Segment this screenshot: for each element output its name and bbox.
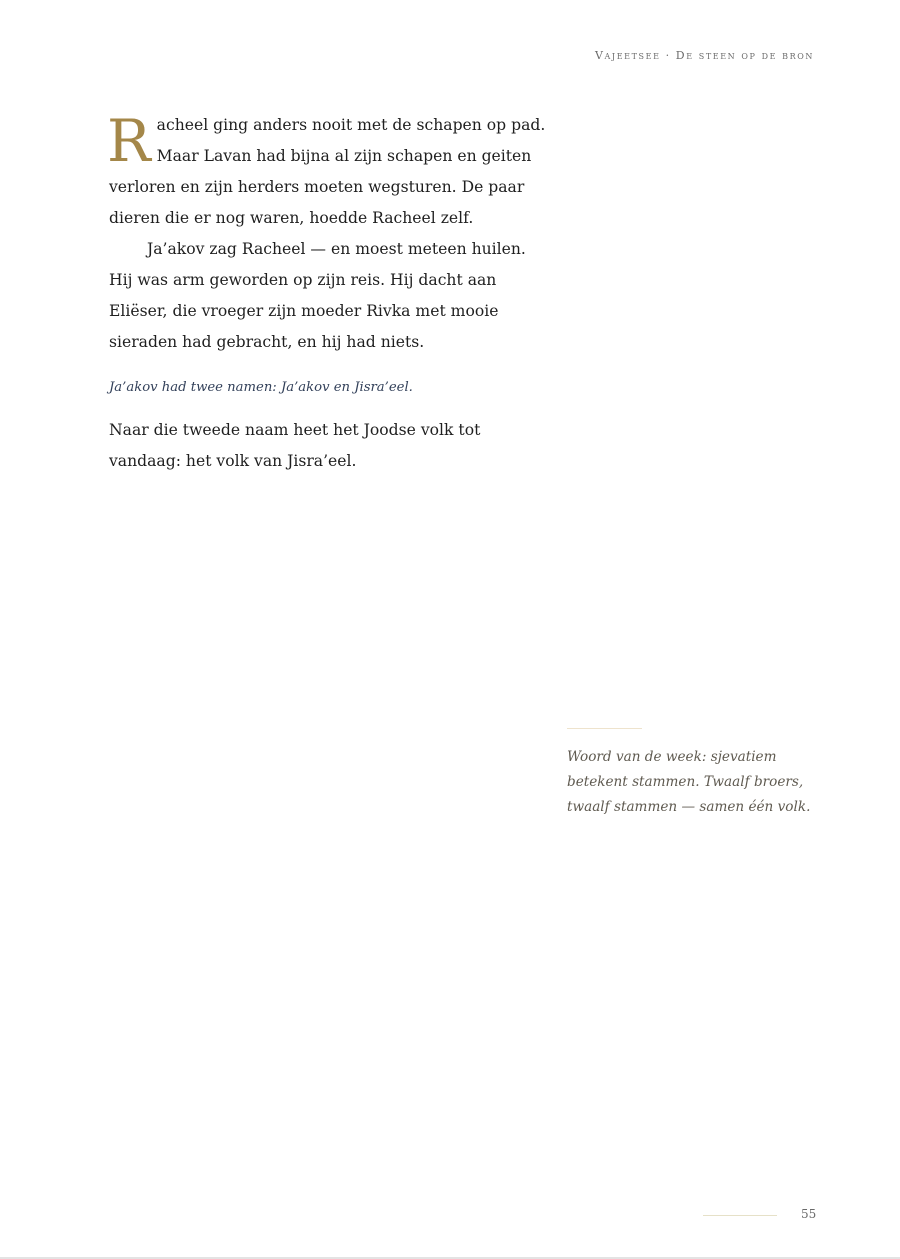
paragraph-1-text: acheel ging anders nooit met de schapen op pad. Maar Lavan had bijna al zijn schapen en geiten verloren en zijn herders moeten wegsturen. De paar dieren die er nog waren, hoedde Racheel zelf. bbox=[109, 116, 546, 227]
main-text-column bbox=[107, 107, 554, 477]
paragraph-3: Naar die tweede naam heet het Joodse volk tot vandaag: het volk van Jisra’eel. bbox=[109, 421, 481, 470]
page-number: 55 bbox=[801, 1207, 817, 1221]
sidenote-divider bbox=[567, 728, 642, 729]
running-head: Vajeetsee · De steen op de bron bbox=[595, 49, 814, 62]
drop-cap: R bbox=[107, 107, 151, 175]
paragraph-1 bbox=[107, 107, 554, 234]
sidenote: Woord van de week: sjevatiem betekent stammen. Twaalf broers, twaalf stammen — samen één volk. bbox=[567, 749, 811, 815]
paragraph-2: Ja’akov zag Racheel — en moest meteen huilen. Hij was arm geworden op zijn reis. Hij dacht aan Eliëser, die vroeger zijn moeder Rivka met mooie sieraden had gebracht, en hij had niets. bbox=[109, 240, 526, 351]
footer-divider bbox=[703, 1215, 777, 1216]
subheading: Ja’akov had twee namen: Ja’akov en Jisra’eel. bbox=[109, 380, 413, 395]
